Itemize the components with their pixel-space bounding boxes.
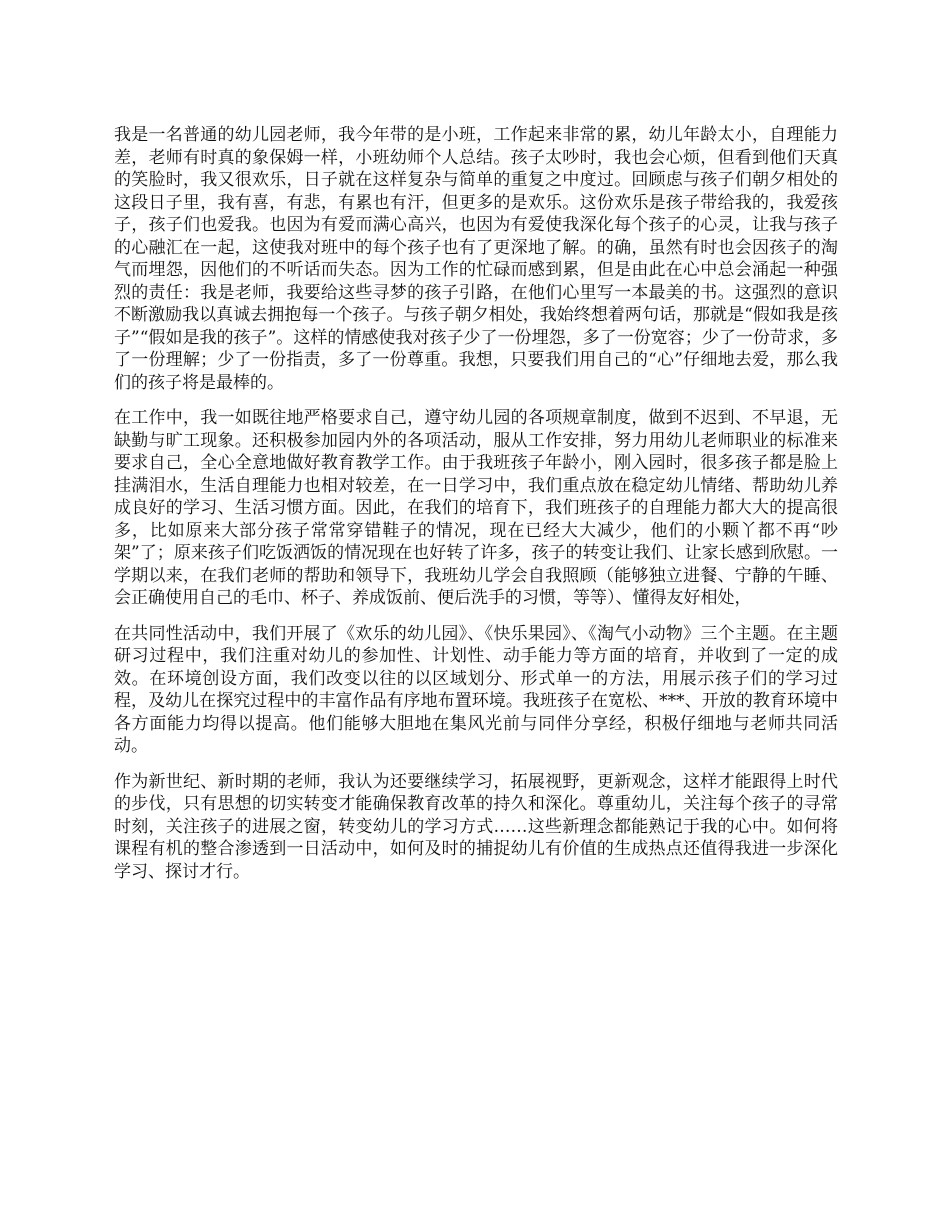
paragraph-4: 作为新世纪、新时期的老师，我认为还要继续学习，拓展视野，更新观念，这样才能跟得上时代的步伐，只有思想的切实转变才能确保教育改革的持久和深化。尊重幼儿，关注每个孩子的寻常时刻，关注孩子的进展之窗，转变幼儿的学习方式……这些新理念都能熟记于我的心中。如何将课程有机的整合渗透到一日活动中，如何及时的捕捉幼儿有价值的生成热点还值得我进一步深化学习、探讨才行。: [114, 771, 838, 882]
paragraph-2: 在工作中，我一如既往地严格要求自己，遵守幼儿园的各项规章制度，做到不迟到、不早退，无缺勤与旷工现象。还积极参加园内外的各项活动，服从工作安排，努力用幼儿老师职业的标准来要求自己，全心全意地做好教育教学工作。由于我班孩子年龄小，刚入园时，很多孩子都是脸上挂满泪水，生活自理能力也相对较差，在一日学习中，我们重点放在稳定幼儿情绪、帮助幼儿养成良好的学习、生活习惯方面。因此，在我们的培育下，我们班孩子的自理能力都大大的提高很多，比如原来大部分孩子常常穿错鞋子的情况，现在已经大大减少，他们的小颗丫都不再“吵架”了；原来孩子们吃饭洒饭的情况现在也好转了许多，孩子的转变让我们、让家长感到欣慰。一学期以来，在我们老师的帮助和领导下，我班幼儿学会自我照顾（能够独立进餐、宁静的午睡、会正确使用自己的毛巾、杯子、养成饭前、便后洗手的习惯，等等）、懂得友好相处，: [114, 408, 838, 608]
document-body: [114, 124, 838, 896]
paragraph-3: 在共同性活动中，我们开展了《欢乐的幼儿园》、《快乐果园》、《淘气小动物》三个主题。在主题研习过程中，我们注重对幼儿的参加性、计划性、动手能力等方面的培育，并收到了一定的成效。在环境创设方面，我们改变以往的以区域划分、形式单一的方法，用展示孩子们的学习过程，及幼儿在探究过程中的丰富作品有序地布置环境。我班孩子在宽松、***、开放的教育环境中各方面能力均得以提高。他们能够大胆地在集风光前与同伴分享经，积极仔细地与老师共同活动。: [114, 623, 838, 756]
paragraph-1: 我是一名普通的幼儿园老师，我今年带的是小班，工作起来非常的累，幼儿年龄太小，自理能力差，老师有时真的象保姆一样，小班幼师个人总结。孩子太吵时，我也会心烦，但看到他们天真的笑脸时，我又很欢乐，日子就在这样复杂与简单的重复之中度过。回顾虑与孩子们朝夕相处的这段日子里，我有喜，有悲，有累也有汗，但更多的是欢乐。这份欢乐是孩子带给我的，我爱孩子，孩子们也爱我。也因为有爱而满心高兴，也因为有爱使我深化每个孩子的心灵，让我与孩子的心融汇在一起，这使我对班中的每个孩子也有了更深地了解。的确，虽然有时也会因孩子的淘气而埋怨，因他们的不听话而失态。因为工作的忙碌而感到累，但是由此在心中总会涌起一种强烈的责任：我是老师，我要给这些寻梦的孩子引路，在他们心里写一本最美的书。这强烈的意识不断激励我以真诚去拥抱每一个孩子。与孩子朝夕相处，我始终想着两句话，那就是“假如我是孩子”“假如是我的孩子”。这样的情感使我对孩子少了一份埋怨，多了一份宽容；少了一份苛求，多了一份理解；少了一份指责，多了一份尊重。我想，只要我们用自己的“心”仔细地去爱，那么我们的孩子将是最棒的。: [114, 125, 838, 393]
